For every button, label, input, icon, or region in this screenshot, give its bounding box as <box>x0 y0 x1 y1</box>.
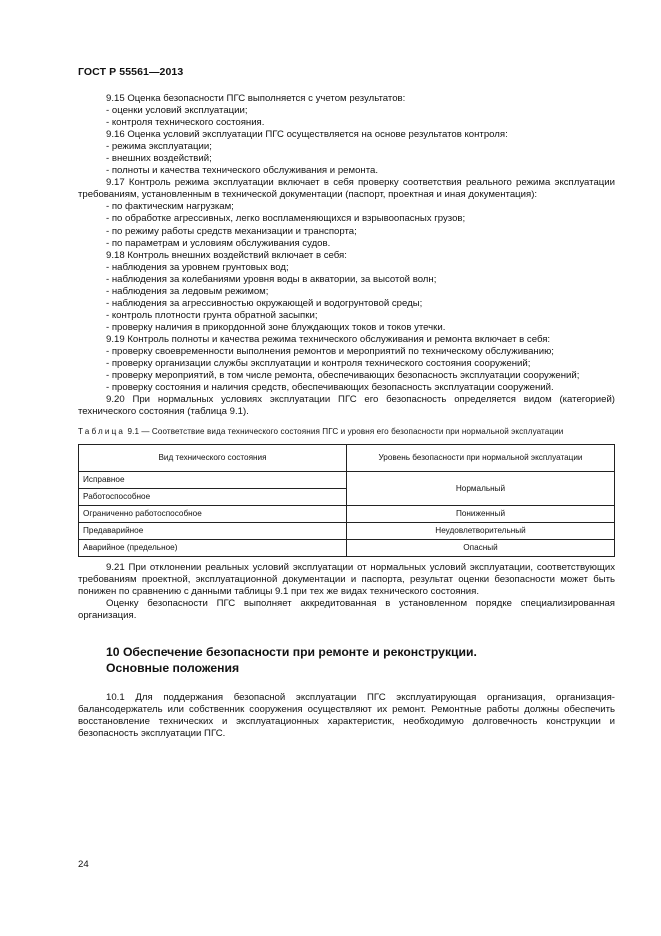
list-item: - по режиму работы средств механизации и транспорта; <box>106 225 357 237</box>
list-item: - наблюдения за агрессивностью окружающей и водогрунтовой среды; <box>106 297 423 309</box>
clause-9-18: 9.18 Контроль внешних воздействий включает в себя: <box>106 249 347 261</box>
clause-9-21: 9.21 При отклонении реальных условий эксплуатации от нормальных условий эксплуатации, соответствующих требованиям проектной, эксплуатационной документации и паспорта, результат оценки безопасности может быть понижен по сравнению с данными таблицы 9.1 при тех же видах технического состояния. <box>78 562 615 598</box>
table-row <box>79 506 615 523</box>
list-item: - внешних воздействий; <box>106 153 212 165</box>
table-caption <box>78 427 615 437</box>
list-item: - проверку состояния и наличия средств, обеспечивающих безопасность эксплуатации сооружений. <box>106 382 554 394</box>
document-body <box>78 93 615 740</box>
table-row <box>79 523 615 540</box>
list-item: - наблюдения за ледовым режимом; <box>106 285 269 297</box>
list-item: - оценки условий эксплуатации; <box>106 105 248 117</box>
list-item: - режима эксплуатации; <box>106 141 212 153</box>
paragraph: Оценку безопасности ПГС выполняет аккредитованная в установленном порядке специализированная организация. <box>78 598 615 622</box>
table-cell-state: Исправное <box>79 472 347 489</box>
table-cell-level: Пониженный <box>347 506 615 523</box>
clause-9-17: 9.17 Контроль режима эксплуатации включает в себя проверку соответствия реального режима эксплуатации требованиям, установленным в технической документации (паспорт, проектная и иная документация): <box>78 177 615 201</box>
column-header-level: Уровень безопасности при нормальной эксплуатации <box>347 445 615 472</box>
table-row <box>79 472 615 489</box>
table-caption-text: 9.1 — Соответствие вида технического состояния ПГС и уровня его безопасности при нормальной эксплуатации <box>125 427 564 437</box>
table-cell-level: Нормальный <box>347 472 615 506</box>
list-item: - проверку наличия в прикордонной зоне блуждающих токов и токов утечки. <box>106 321 446 333</box>
table-cell-state: Ограниченно работоспособное <box>79 506 347 523</box>
section-heading <box>106 644 615 676</box>
table-cell-level: Опасный <box>347 540 615 557</box>
list-item: - по обработке агрессивных, легко воспламеняющихся и взрывоопасных грузов; <box>106 213 466 225</box>
table-header-row <box>79 445 615 472</box>
section-heading-line: 10 Обеспечение безопасности при ремонте и реконструкции. <box>106 644 477 659</box>
table-caption-label: Таблица <box>78 427 126 437</box>
list-item: - по фактическим нагрузкам; <box>106 201 234 213</box>
state-safety-table <box>78 444 615 557</box>
list-item: - контроля технического состояния. <box>106 117 265 129</box>
list-item: - проверку мероприятий, в том числе ремонта, обеспечивающих безопасность эксплуатации сооружений; <box>106 370 580 382</box>
table-cell-state: Аварийное (предельное) <box>79 540 347 557</box>
list-item: - по параметрам и условиям обслуживания судов. <box>106 237 331 249</box>
clause-9-20: 9.20 При нормальных условиях эксплуатации ПГС его безопасность определяется видом (категорией) технического состояния (таблица 9.1). <box>78 394 615 418</box>
table-cell-state: Предаварийное <box>79 523 347 540</box>
table-cell-state: Работоспособное <box>79 489 347 506</box>
clause-9-16: 9.16 Оценка условий эксплуатации ПГС осуществляется на основе результатов контроля: <box>106 129 508 141</box>
list-item: - полноты и качества технического обслуживания и ремонта. <box>106 165 379 177</box>
list-item: - наблюдения за уровнем грунтовых вод; <box>106 261 289 273</box>
column-header-state: Вид технического состояния <box>79 445 347 472</box>
list-item: - контроль плотности грунта обратной засыпки; <box>106 309 318 321</box>
table-cell-level: Неудовлетворительный <box>347 523 615 540</box>
clause-10-1: 10.1 Для поддержания безопасной эксплуатации ПГС эксплуатирующая организация, организация-балансодержатель или собственник сооружения осуществляют их ремонт. Ремонтные работы должны обеспечить восстановление технических и эксплуатационных характеристик, необходимую долговечность конструкции и безопасность эксплуатации ПГС. <box>78 691 615 739</box>
clause-9-15: 9.15 Оценка безопасности ПГС выполняется с учетом результатов: <box>106 93 406 104</box>
list-item: - проверку организации службы эксплуатации и контроля технического состояния сооружений; <box>106 358 531 370</box>
list-item: - наблюдения за колебаниями уровня воды в акватории, за высотой волн; <box>106 273 437 285</box>
list-item: - проверку своевременности выполнения ремонтов и мероприятий по техническому обслуживанию; <box>106 345 554 357</box>
page-number: 24 <box>78 859 89 870</box>
table-row <box>79 540 615 557</box>
section-heading-line: Основные положения <box>106 660 240 675</box>
clause-9-19: 9.19 Контроль полноты и качества режима технического обслуживания и ремонта включает в себя: <box>106 333 551 345</box>
standard-header: ГОСТ Р 55561—2013 <box>78 66 184 78</box>
